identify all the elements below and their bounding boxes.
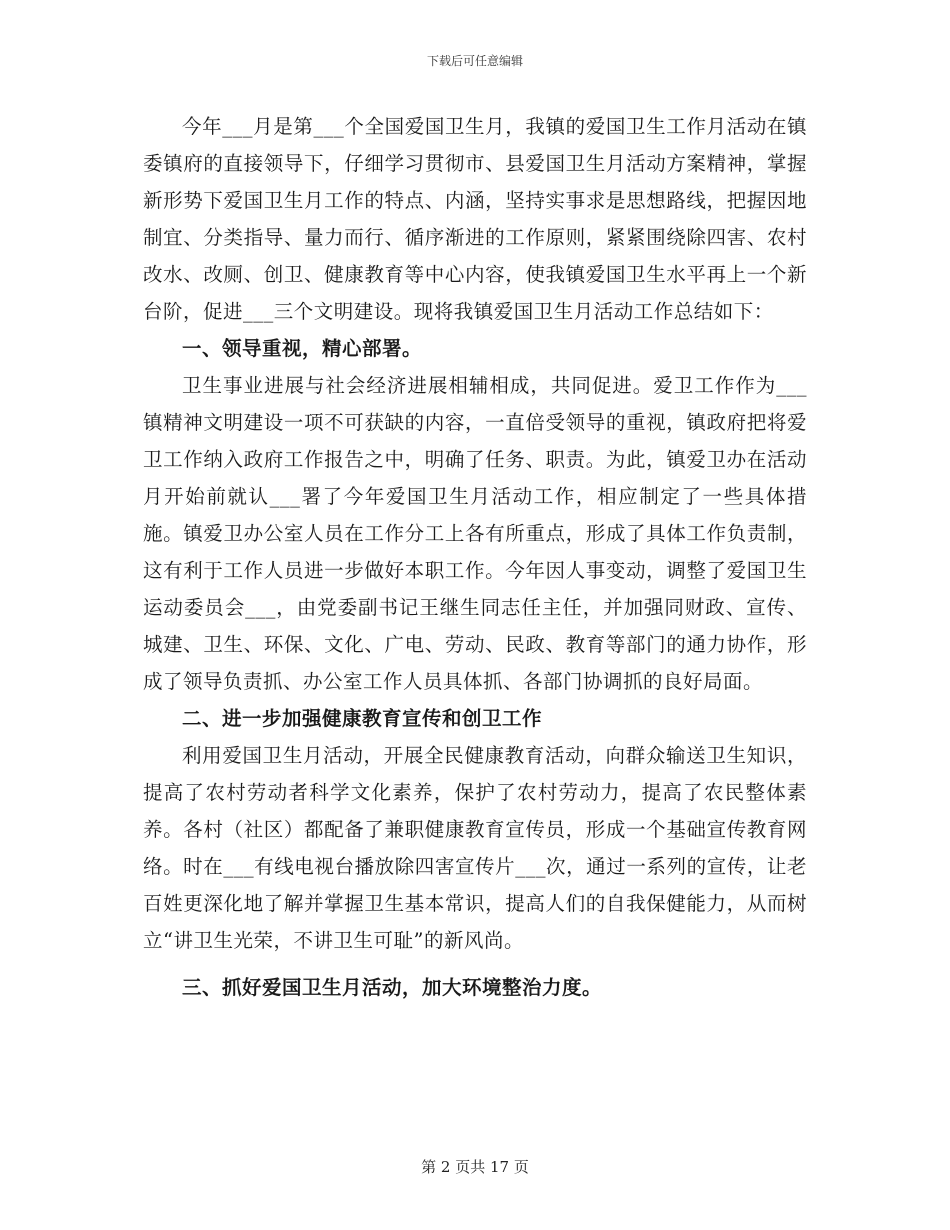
section-heading-3: 三、抓好爱国卫生月活动，加大环境整治力度。 [182, 976, 603, 999]
section-heading-1: 一、领导重视，精心部署。 [182, 337, 423, 360]
section-1-paragraph: 卫生事业进展与社会经济进展相辅相成，共同促进。爱卫工作作为___镇精神文明建设一项不可获缺的内容，一直倍受领导的重视，镇政府把将爱卫工作纳入政府工作报告之中，明确了任务、职责。为此，镇爱卫办在活动月开始前就认___署了今年爱国卫生月活动工作，相应制定了一些具体措施。镇爱卫办公室人员在工作分工上各有所重点，形成了具体工作负责制，这有利于工作人员进一步做好本职工作。今年因人事变动，调整了爱国卫生运动委员会___，由党委副书记王继生同志任主任，并加强同财政、宣传、城建、卫生、环保、文化、广电、劳动、民政、教育等部门的通力协作，形成了领导负责抓、办公室工作人员具体抓、各部门协调抓的良好局面。 [143, 374, 807, 693]
page-number: 第 2 页共 17 页 [421, 1158, 529, 1176]
page-header-note: 下载后可任意编辑 [426, 54, 523, 68]
intro-paragraph: 今年___月是第___个全国爱国卫生月，我镇的爱国卫生工作月活动在镇委镇府的直接领导下，仔细学习贯彻市、县爱国卫生月活动方案精神，掌握新形势下爱国卫生月工作的特点、内涵，坚持实事求是思想路线，把握因地制宜、分类指导、量力而行、循序渐进的工作原则，紧紧围绕除四害、农村改水、改厕、创卫、健康教育等中心内容，使我镇爱国卫生水平再上一个新台阶，促进___三个文明建设。现将我镇爱国卫生月活动工作总结如下： [143, 115, 807, 323]
document-body [143, 108, 807, 1006]
section-2-paragraph: 利用爱国卫生月活动，开展全民健康教育活动，向群众输送卫生知识，提高了农村劳动者科学文化素养，保护了农村劳动力，提高了农民整体素养。各村（社区）都配备了兼职健康教育宣传员，形成一个基础宣传教育网络。时在___有线电视台播放除四害宣传片___次，通过一系列的宣传，让老百姓更深化地了解并掌握卫生基本常识，提高人们的自我保健能力，从而树立“讲卫生光荣，不讲卫生可耻”的新风尚。 [143, 744, 807, 952]
section-heading-2: 二、进一步加强健康教育宣传和创卫工作 [182, 707, 543, 730]
